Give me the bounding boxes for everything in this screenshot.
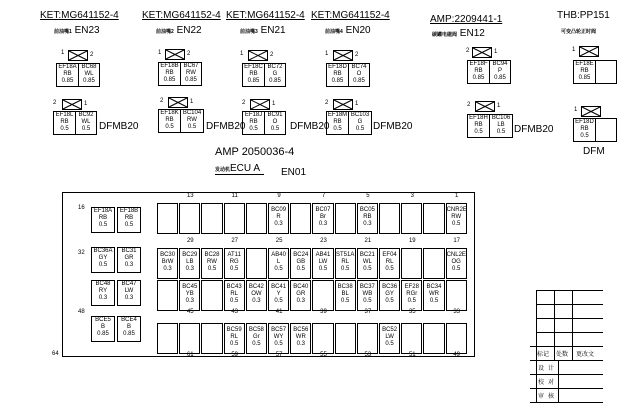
ecu-pin-number: 29 [186,238,194,244]
terminal-right-upper: BC94 P 0.85 [489,60,511,84]
terminal-left-lower: EF18L RB 0.5 [53,111,75,135]
terminal-left-lower: EF18D RB 0.5 [573,118,595,142]
x-box [62,99,82,110]
pin-number: 2 [160,98,164,104]
ecu-pin-cell [157,203,178,234]
terminal-left-upper: EF18C RB 0.85 [242,63,264,87]
pin-number: 1 [240,51,244,57]
ecu-left-block [52,192,152,357]
pin-number: 2 [466,48,470,54]
ecu-pin-cell [401,203,422,234]
ecu-pin-cell: BC38 BL 0.5 [335,280,356,311]
connector-code: EN20 [345,25,371,36]
ecu-pin-cell [423,203,444,234]
pin-number: 2 [90,52,94,58]
ecu-pin-cell: BC56 WR 0.3 [290,323,311,354]
ecu-pin-number: 21 [364,238,372,244]
ecu-pin-cell: BC09 R 0.3 [268,203,289,234]
ecu-pin-cell: BC29 LB 0.3 [179,248,200,279]
ecu-pin-cell [446,280,467,311]
ecu-pin-cell [179,323,200,354]
terminal-left-lower: EF18H RB 0.5 [467,114,489,138]
terminal-right-upper: BC68 WL 0.85 [78,63,100,87]
ecu-pin-cell [157,280,178,311]
title-block [530,290,603,403]
ecu-pin-cell: BC45 YB 0.3 [179,280,200,311]
terminal-left-upper: EF18E RB 0.85 [573,60,595,84]
ecu-pin-cell [157,323,178,354]
terminal-right-lower [595,118,617,142]
connector-en12 [430,14,554,144]
connector-subtitle-small: 碳罐电磁阀 [432,32,458,38]
ecu-pin-cell [357,323,378,354]
terminal-left-upper: EF18F RB 0.85 [467,60,489,84]
ecu-pin-cell [246,248,267,279]
terminal-left-upper: EF18B RB 0.85 [158,62,180,86]
connector-subtitle-small: 前油嘴1 [54,29,72,35]
title-block-cell: 标记 [537,352,550,358]
connector-en23 [40,10,140,140]
ecu-pin-number: 19 [408,238,416,244]
ecu-pin-number: 27 [231,238,239,244]
title-block-cell: 计 [548,366,555,372]
ecu-pin-number: 61 [186,352,194,358]
connector-subtitle-small: 前油嘴4 [325,29,343,35]
ecu-pin-cell: EF28 RGr 0.5 [401,280,422,311]
pin-number: 2 [187,51,191,57]
connector-subtitle [156,25,202,36]
x-box [333,99,353,110]
connector-subtitle [54,25,100,36]
connector-subtitle [325,25,371,36]
ecu-title: AMP 2050036-4 [215,146,295,158]
ecu-pin-cell [290,203,311,234]
ecu-pin-cell: BC28 RW 0.5 [201,248,222,279]
connector-family-label: DFMB20 [99,121,139,132]
connector-subtitle-small: 可变凸轮正时阀 [561,29,597,35]
pin-number: 32 [78,250,85,256]
ecu-pin-number: 37 [364,309,372,315]
ecu-pin-cell: BC24 GB 0.5 [290,248,311,279]
ecu-pin-cell: AT11 RG 0.5 [224,248,245,279]
connector-subtitle [561,25,596,36]
ecu-pin-cell [379,203,400,234]
ecu-pin-cell [423,248,444,279]
x-box [250,99,270,110]
ecu-pin-cell [335,203,356,234]
connector-subtitle [432,28,485,39]
pin-number: 64 [52,351,59,357]
connector-family-label: DFMB20 [514,124,554,135]
ecu-pin-cell [401,323,422,354]
terminal-right-lower: BC91 O 0.5 [264,111,286,135]
title-block-cell: 设 [538,366,545,372]
ecu-pin-cell: BC42 OW 0.3 [246,280,267,311]
ecu-pin-cell: BC07 Br 0.3 [312,203,333,234]
ecu-pin-cell: AB40 L 0.5 [268,248,289,279]
ecu-pin-cell: BC43 RL 0.5 [224,280,245,311]
terminal-right-upper [595,60,617,84]
ecu-pin-cell: BC41 Y 0.5 [268,280,289,311]
ecu-left-cell: BCE5 B 0.85 [91,316,115,342]
connector-subtitle [240,25,286,36]
ecu-pin-cell [224,203,245,234]
ecu-pin-number: 17 [453,238,461,244]
connector-subtitle-small: 前油嘴3 [240,29,258,35]
pin-number: 1 [572,47,576,53]
ecu-pin-cell [201,323,222,354]
ecu-pin-cell: BC52 LW 0.5 [379,323,400,354]
ecu-pin-number: 49 [453,352,461,358]
title-block-cell: 校 [538,380,545,386]
ecu-pin-cell [423,323,444,354]
ecu-pin-number: 35 [408,309,416,315]
ecu-pin-cell: ST51A RL 0.5 [335,248,356,279]
connector-family-label: DFMB20 [290,121,330,132]
connector-thb [557,10,610,160]
ecu-left-cell: BC47 LW 0.3 [117,280,141,306]
terminal-right-lower: BC92 WL 0.5 [75,111,97,135]
terminal-left-upper: EF18D RB 0.85 [326,63,348,87]
ecu-pin-cell: BC57 WY 0.5 [268,323,289,354]
ecu-subtitle-small: 发动机 [215,167,231,173]
ecu-pin-number: 45 [186,309,194,315]
ecu-pin-cell: EF04 RL 0.5 [379,248,400,279]
ecu-pin-number: 23 [320,238,327,244]
terminal-left-upper: EF18A RB 0.85 [56,63,78,87]
terminal-left-lower: EF18J RB 0.5 [242,111,264,135]
terminal-right-lower: BC104 RW 0.5 [180,109,204,133]
connector-family-label: DFM [583,146,605,157]
connector-code: EN23 [74,25,100,36]
ecu-pin-number: 57 [275,352,283,358]
ecu-pin-cell: BC36 GY 0.5 [379,280,400,311]
ecu-pin-number: 25 [275,238,283,244]
ecu-pin-number: 3 [410,193,414,199]
ecu-pin-number: 51 [408,352,416,358]
pin-number: 48 [78,309,85,315]
ecu-left-cell: BCE4 B 0.85 [117,316,141,342]
x-box [248,50,268,61]
ecu-pin-cell [246,203,267,234]
connector-title: KET:MG641152-4 [142,10,221,21]
ecu-pin-cell [201,203,222,234]
connector-code: EN22 [176,25,202,36]
connector-code: EN12 [459,28,485,39]
pin-number: 1 [61,50,65,56]
ecu-pin-cell: BC40 GR 0.3 [290,280,311,311]
pin-number: 2 [53,100,57,106]
pin-number: 2 [325,100,329,106]
pin-number: 2 [467,102,471,108]
connector-title: KET:MG641152-4 [40,10,119,21]
pin-number: 1 [84,101,88,107]
ecu-pin-cell [312,323,333,354]
connector-title: THB:PP151 [557,10,610,21]
ecu-pin-cell [179,203,200,234]
pin-number: 1 [325,51,329,57]
ecu-pin-cell [201,280,222,311]
terminal-right-upper: BC72 G 0.85 [264,63,286,87]
ecu-pin-cell: CNL2E OG 0.5 [446,248,467,279]
connector-family-label: DFMB20 [206,121,246,132]
ecu-pin-number: 55 [320,352,327,358]
terminal-right-lower: BC106 LB 0.5 [489,114,513,138]
connector-title: KET:MG641152-4 [226,10,305,21]
ecu-name: ECU A [230,163,261,174]
x-box [68,50,88,61]
x-box [472,47,492,58]
pin-number: 1 [494,49,498,55]
ecu-pin-cell: BC21 WL 0.5 [357,248,378,279]
connector-family-label: DFMB20 [373,121,413,132]
connector-title: AMP:2209441-1 [430,14,503,25]
ecu-pin-number: 33 [453,309,461,315]
terminal-right-upper: BC67 RW 0.85 [180,62,202,86]
terminal-left-lower: EF18M RB 0.5 [326,111,348,135]
x-box [165,49,185,60]
ecu-pin-cell: BC05 RB 0.3 [357,203,378,234]
connector-title: KET:MG641152-4 [311,10,390,21]
ecu-pin-cell [401,248,422,279]
ecu-pin-number: 53 [364,352,372,358]
ecu-left-cell: BC36A GY 0.5 [91,247,115,273]
ecu-left-cell: BC31 GR 0.3 [117,247,141,273]
ecu-pin-number: 11 [231,193,238,199]
ecu-pin-cell: BC34 WR 0.5 [423,280,444,311]
ecu-pin-cell [335,323,356,354]
title-block-cell: 对 [548,380,555,386]
ecu-pin-number: 7 [321,193,326,199]
pin-number: 1 [574,107,578,113]
terminal-right-lower: BC103 G 0.5 [348,111,372,135]
x-box [333,50,353,61]
ecu-left-cell: EF18B RB 0.5 [117,207,141,233]
ecu-pin-cell: BC59 RL 0.5 [224,323,245,354]
pin-number: 2 [242,100,246,106]
connector-subtitle-small: 前油嘴2 [156,29,174,35]
pin-number: 1 [158,50,162,56]
pin-number: 16 [78,205,85,211]
ecu-code: EN01 [281,167,307,178]
x-box [475,101,495,112]
title-block-cell: 更改文 [576,352,595,358]
x-box [579,46,599,57]
ecu-left-cell: EF18A RB 0.5 [91,207,115,233]
ecu-pin-number: 1 [455,193,459,199]
title-block-cell: 处数 [556,352,569,358]
title-block-cell: 审 [538,394,545,400]
ecu-pin-cell [312,280,333,311]
pin-number: 2 [270,52,274,58]
x-box [581,106,601,117]
ecu-pin-number: 5 [366,193,370,199]
ecu-left-cell: BC48 RY 0.3 [91,280,115,306]
connector-en20 [311,10,411,140]
ecu-subtitle [215,163,264,175]
ecu-pin-number: 41 [275,309,283,315]
ecu-pin-cell: AB41 LW 0.5 [312,248,333,279]
ecu-pin-number: 9 [277,193,281,199]
pin-number: 1 [272,101,276,107]
ecu-pin-number: 39 [320,309,327,315]
ecu-pin-number: 13 [186,193,194,199]
title-block-cell: 核 [548,394,555,400]
ecu-pin-number: 59 [231,352,239,358]
pin-number: 1 [190,99,194,105]
ecu-pin-cell: BC30 BrW 0.3 [157,248,178,279]
ecu-pin-number: 43 [231,309,239,315]
ecu-pin-cell [446,323,467,354]
connector-code: EN21 [260,25,286,36]
ecu-pin-cell: BC37 WB 0.5 [357,280,378,311]
terminal-right-upper: BC74 O 0.85 [348,63,370,87]
terminal-left-lower: EF18K RB 0.5 [158,109,180,133]
pin-number: 1 [355,101,359,107]
x-box [168,97,188,108]
pin-number: 2 [355,52,359,58]
ecu-pin-cell: CNR2E RW 0.5 [446,203,467,234]
pin-number: 1 [497,103,501,109]
ecu-pin-cell: BC58 Gr 0.5 [246,323,267,354]
